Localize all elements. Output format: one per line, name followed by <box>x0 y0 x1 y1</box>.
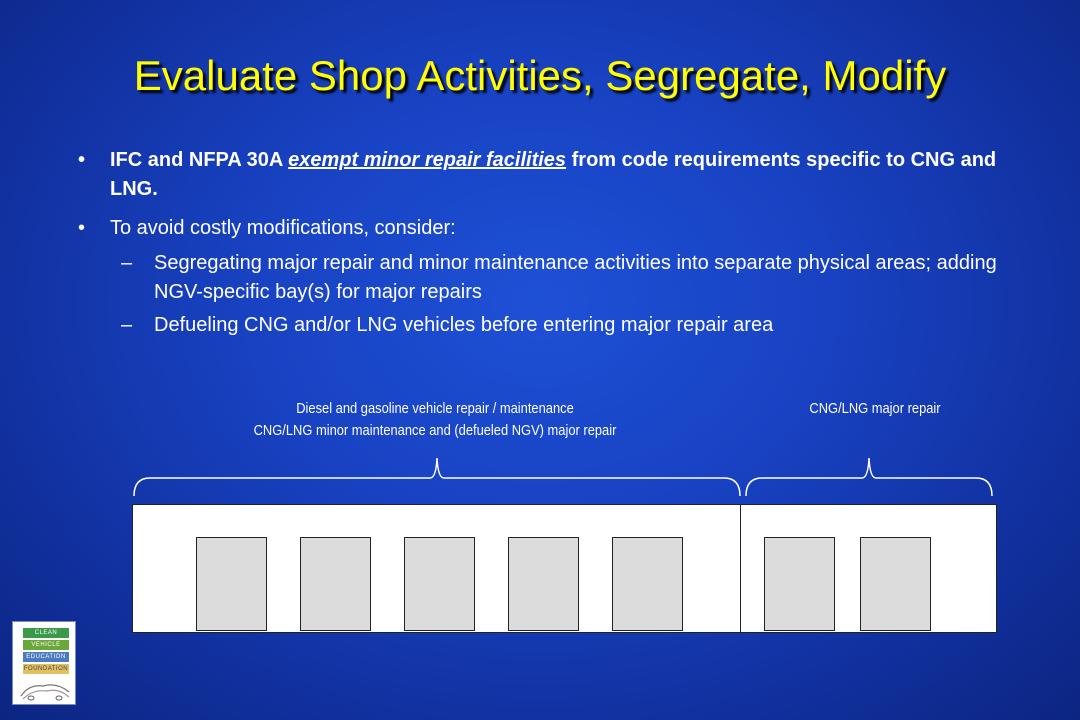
bullet-1-text-start: IFC and NFPA 30A <box>110 149 289 171</box>
ngv-major-repair-bay <box>860 537 931 631</box>
dash-marker: – <box>121 252 133 274</box>
service-bay <box>612 537 683 631</box>
shop-building <box>132 504 997 633</box>
bullet-1-emphasis: exempt minor repair facilities <box>288 149 567 171</box>
logo-row-vehicle: VEHICLE <box>23 640 69 650</box>
dash-marker: – <box>121 314 133 336</box>
area-divider <box>740 505 741 632</box>
service-bay <box>508 537 579 631</box>
bullet-1-text-end: from code requirements specific to CNG and LNG. <box>110 149 997 200</box>
vehicles-icon <box>17 676 73 702</box>
clean-vehicle-education-foundation-logo <box>12 621 76 705</box>
right-area-label: CNG/LNG major repair <box>809 400 941 417</box>
left-area-label-line-1: Diesel and gasoline vehicle repair / maintenance <box>296 400 574 417</box>
slide-title: Evaluate Shop Activities, Segregate, Modify <box>133 52 947 99</box>
bullet-marker: • <box>78 149 86 171</box>
sub-bullet-1-text: Segregating major repair and minor maintenance activities into separate physical areas; adding NGV-specific bay(s) for major repairs <box>154 252 997 303</box>
left-area-brace <box>134 458 740 496</box>
logo-row-foundation: FOUNDATION <box>23 666 69 672</box>
right-area-brace <box>746 458 992 496</box>
left-area-label-line-2: CNG/LNG minor maintenance and (defueled NGV) major repair <box>253 422 617 439</box>
bullet-2-text: To avoid costly modifications, consider: <box>110 217 456 239</box>
sub-bullet-2-text: Defueling CNG and/or LNG vehicles before entering major repair area <box>154 314 774 336</box>
logo-row-clean: CLEAN <box>23 628 69 638</box>
bullet-marker: • <box>78 217 86 239</box>
service-bay <box>300 537 371 631</box>
service-bay <box>196 537 267 631</box>
logo-row-education: EDUCATION <box>23 652 69 662</box>
service-bay <box>404 537 475 631</box>
ngv-major-repair-bay <box>764 537 835 631</box>
